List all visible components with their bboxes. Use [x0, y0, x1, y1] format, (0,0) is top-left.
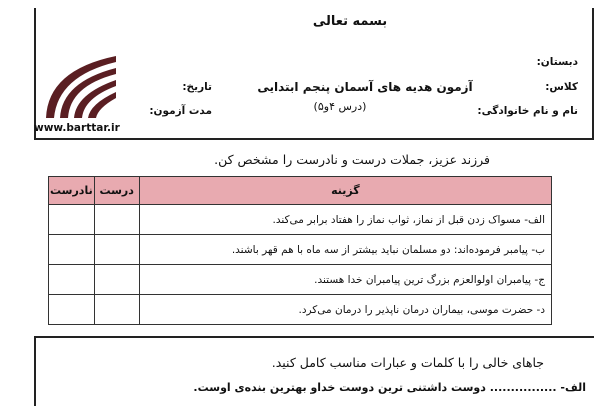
duration-field: مدت آزمون: [149, 105, 212, 117]
incorrect-checkbox-cell[interactable] [49, 205, 95, 235]
incorrect-checkbox-cell[interactable] [49, 235, 95, 265]
table-row [49, 295, 552, 325]
page-title: بسمه تعالی [312, 14, 388, 29]
column-correct: درست [94, 177, 139, 205]
section2-frame [34, 336, 594, 406]
table-header-row [49, 177, 552, 205]
option-text: ب- پیامبر فرموده‌اند: دو مسلمان نباید بیشتر از سه ماه با هم قهر باشند. [139, 235, 551, 265]
option-text: ج- پیامبران اولوالعزم بزرگ ترین پیامبران خدا هستند. [139, 265, 551, 295]
lesson-label: (درس ۴و۵) [313, 100, 367, 113]
correct-checkbox-cell[interactable] [94, 235, 139, 265]
incorrect-checkbox-cell[interactable] [49, 295, 95, 325]
table-row [49, 235, 552, 265]
exam-title: آزمون هدیه های آسمان پنجم ابتدایی [257, 80, 473, 94]
section2-instruction: جاهای خالی را با کلمات و عبارات مناسب کامل کنید. [271, 355, 544, 370]
column-option: گزینه [139, 177, 551, 205]
option-text: د- حضرت موسی، بیماران درمان ناپذیر را درمان می‌کرد. [139, 295, 551, 325]
section1-instruction: فرزند عزیز، جملات درست و نادرست را مشخص کن. [214, 152, 490, 167]
correct-checkbox-cell[interactable] [94, 205, 139, 235]
date-field: تاریخ: [182, 81, 212, 93]
name-field: نام و نام خانوادگی: [477, 105, 578, 117]
column-incorrect: نادرست [49, 177, 95, 205]
class-field: کلاس: [545, 81, 578, 93]
true-false-table [48, 176, 552, 325]
table-row [49, 205, 552, 235]
logo-url: www.barttar.ir [34, 122, 120, 134]
correct-checkbox-cell[interactable] [94, 265, 139, 295]
option-text: الف- مسواک زدن قبل از نماز، ثواب نماز را هفتاد برابر می‌کند. [139, 205, 551, 235]
incorrect-checkbox-cell[interactable] [49, 265, 95, 295]
table-row [49, 265, 552, 295]
barttar-logo-icon [38, 50, 118, 120]
fill-blank-question: الف- ................ دوست داشتنی ترین دوست خداو بهترین بنده‌ی اوست. [193, 381, 586, 394]
school-field: دبستان: [536, 56, 578, 68]
correct-checkbox-cell[interactable] [94, 295, 139, 325]
